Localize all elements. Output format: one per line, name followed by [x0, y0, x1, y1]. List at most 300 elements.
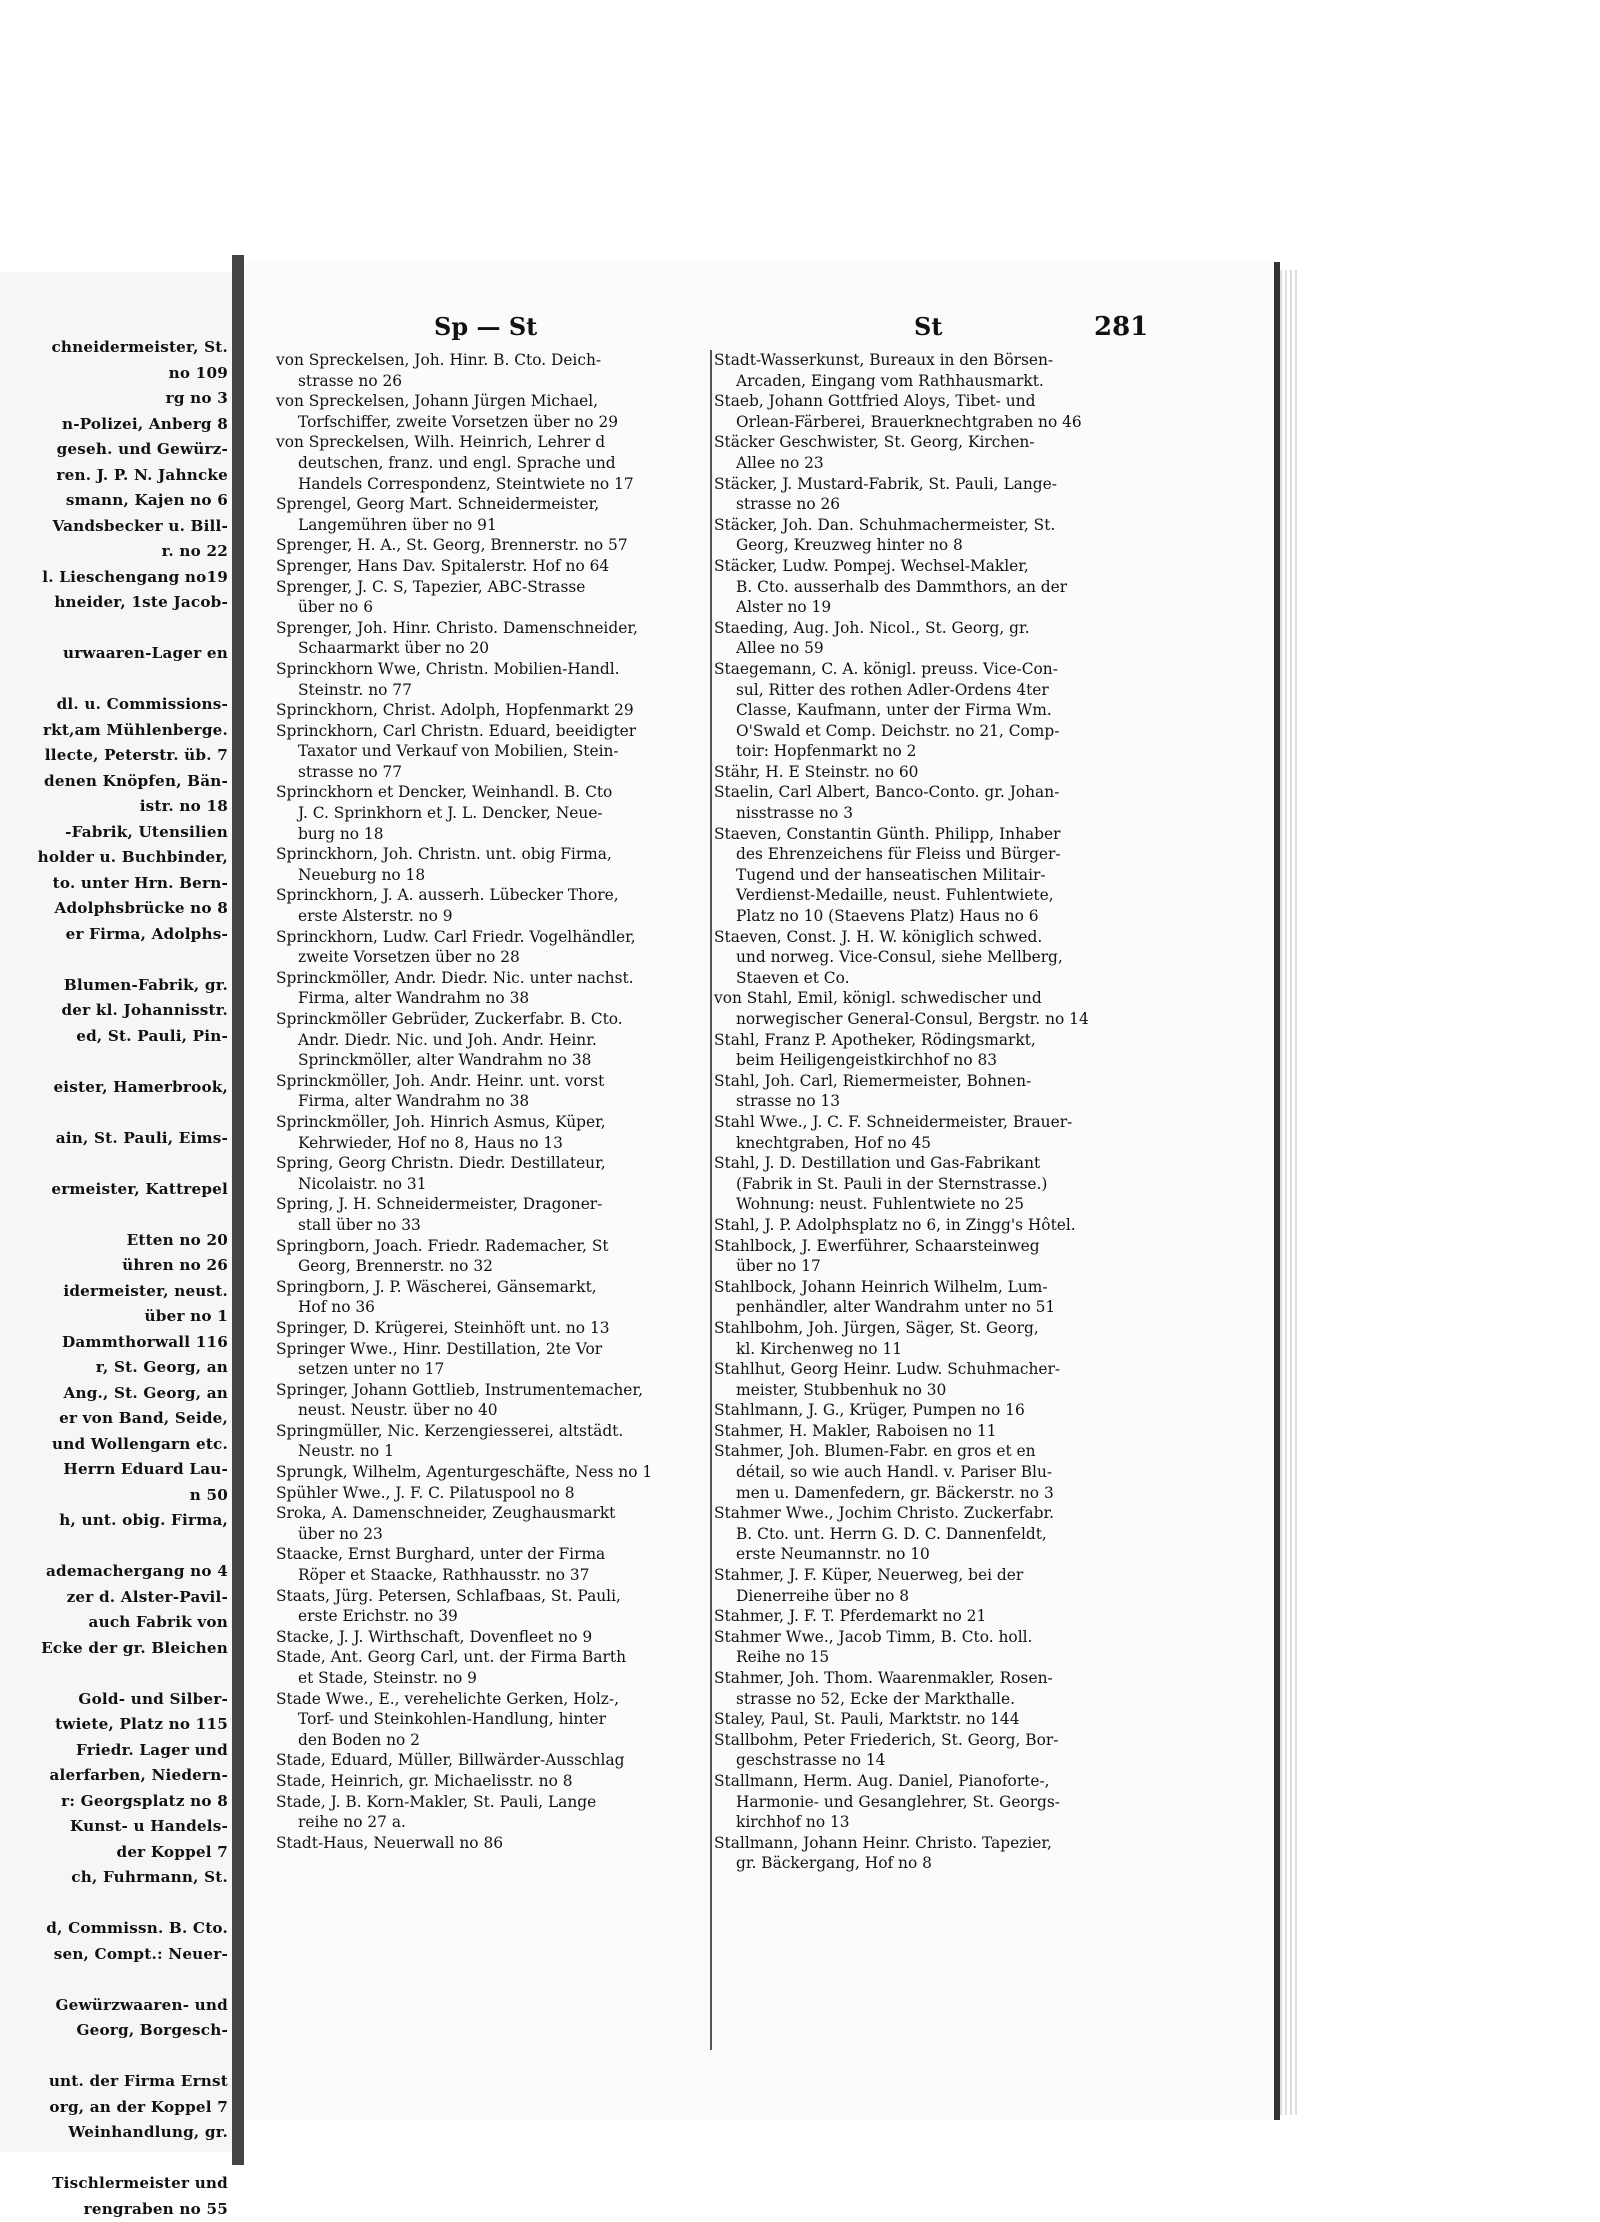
- entry-continuation-line: Verdienst-Medaille, neust. Fuhlentwiete,: [714, 885, 1144, 906]
- entry-first-line: Sprinckmöller, Joh. Andr. Heinr. unt. vorst: [276, 1071, 710, 1092]
- directory-entry: [276, 1647, 710, 1688]
- entry-first-line: Stahl, J. D. Destillation und Gas-Fabrikant: [714, 1153, 1144, 1174]
- entry-first-line: Sprengel, Georg Mart. Schneidermeister,: [276, 494, 710, 515]
- fragment-line: Gold- und Silber-: [0, 1687, 228, 1713]
- fragment-line: to. unter Hrn. Bern-: [0, 871, 228, 897]
- fragment-line: Vandsbecker u. Bill-: [0, 514, 228, 540]
- directory-entry: [714, 556, 1144, 618]
- entry-first-line: Springmüller, Nic. Kerzengiesserei, altstädt.: [276, 1421, 710, 1442]
- entry-first-line: von Spreckelsen, Wilh. Heinrich, Lehrer d: [276, 432, 710, 453]
- fragment-line: [0, 1967, 228, 1993]
- directory-entry: [276, 432, 710, 494]
- entry-continuation-line: sul, Ritter des rothen Adler-Ordens 4ter: [714, 680, 1144, 701]
- directory-entry: [276, 1792, 710, 1833]
- entry-first-line: Sprinckmöller Gebrüder, Zuckerfabr. B. Cto.: [276, 1009, 710, 1030]
- directory-entry: [276, 721, 710, 783]
- entry-continuation-line: Hof no 36: [276, 1297, 710, 1318]
- entry-continuation-line: Schaarmarkt über no 20: [276, 638, 710, 659]
- entry-continuation-line: Orlean-Färberei, Brauerknechtgraben no 46: [714, 412, 1144, 433]
- directory-entry: [276, 1503, 710, 1544]
- fragment-line: istr. no 18: [0, 794, 228, 820]
- fragment-line: Friedr. Lager und: [0, 1738, 228, 1764]
- fragment-line: [0, 1891, 228, 1917]
- fragment-line: ch, Fuhrmann, St.: [0, 1865, 228, 1891]
- page-number: 281: [1094, 312, 1148, 342]
- directory-entry: [714, 350, 1144, 391]
- directory-entry: [276, 968, 710, 1009]
- entry-first-line: Stade, Ant. Georg Carl, unt. der Firma Barth: [276, 1647, 710, 1668]
- entry-continuation-line: über no 23: [276, 1524, 710, 1545]
- directory-entry: [714, 1318, 1144, 1359]
- fragment-line: d, Commissn. B. Cto.: [0, 1916, 228, 1942]
- entry-continuation-line: kl. Kirchenweg no 11: [714, 1339, 1144, 1360]
- entry-first-line: Stallmann, Johann Heinr. Christo. Tapezier,: [714, 1833, 1144, 1854]
- entry-continuation-line: gr. Bäckergang, Hof no 8: [714, 1853, 1144, 1874]
- entry-first-line: Stacke, J. J. Wirthschaft, Dovenfleet no 9: [276, 1627, 710, 1648]
- fragment-line: dl. u. Commissions-: [0, 692, 228, 718]
- fragment-line: rg no 3: [0, 386, 228, 412]
- entry-first-line: Stade Wwe., E., verehelichte Gerken, Holz-,: [276, 1689, 710, 1710]
- entry-first-line: Stahl Wwe., J. C. F. Schneidermeister, Brauer-: [714, 1112, 1144, 1133]
- directory-entry: [276, 1009, 710, 1071]
- entry-continuation-line: Georg, Brennerstr. no 32: [276, 1256, 710, 1277]
- entry-continuation-line: J. C. Sprinkhorn et J. L. Dencker, Neue-: [276, 803, 710, 824]
- fragment-line: er Firma, Adolphs-: [0, 922, 228, 948]
- entry-first-line: Sprinckhorn, Joh. Christn. unt. obig Firma,: [276, 844, 710, 865]
- fragment-line: [0, 1534, 228, 1560]
- entry-continuation-line: et Stade, Steinstr. no 9: [276, 1668, 710, 1689]
- entry-continuation-line: kirchhof no 13: [714, 1812, 1144, 1833]
- directory-entry: [714, 1627, 1144, 1668]
- entry-first-line: Sroka, A. Damenschneider, Zeughausmarkt: [276, 1503, 710, 1524]
- directory-entry: [276, 391, 710, 432]
- directory-entry: [714, 515, 1144, 556]
- entry-first-line: Stahmer Wwe., Jacob Timm, B. Cto. holl.: [714, 1627, 1144, 1648]
- directory-entry: [276, 1483, 710, 1504]
- entry-continuation-line: B. Cto. unt. Herrn G. D. C. Dannenfeldt,: [714, 1524, 1144, 1545]
- entry-first-line: Staelin, Carl Albert, Banco-Conto. gr. Johan-: [714, 782, 1144, 803]
- entry-continuation-line: Neueburg no 18: [276, 865, 710, 886]
- entry-continuation-line: reihe no 27 a.: [276, 1812, 710, 1833]
- directory-entry: [276, 1236, 710, 1277]
- fragment-line: sen, Compt.: Neuer-: [0, 1942, 228, 1968]
- fragment-line: n 50: [0, 1483, 228, 1509]
- fragment-line: [0, 1151, 228, 1177]
- entry-continuation-line: Firma, alter Wandrahm no 38: [276, 988, 710, 1009]
- entry-first-line: Sprinckhorn et Dencker, Weinhandl. B. Cto: [276, 782, 710, 803]
- entry-first-line: Spring, Georg Christn. Diedr. Destillateur,: [276, 1153, 710, 1174]
- entry-continuation-line: Nicolaistr. no 31: [276, 1174, 710, 1195]
- entry-first-line: Stahmer, J. F. Küper, Neuerweg, bei der: [714, 1565, 1144, 1586]
- directory-entry: [276, 1380, 710, 1421]
- fragment-line: Dammthorwall 116: [0, 1330, 228, 1356]
- directory-entry: [276, 782, 710, 844]
- entry-first-line: Stahl, Franz P. Apotheker, Rödingsmarkt,: [714, 1030, 1144, 1051]
- entry-first-line: Sprinckhorn, Ludw. Carl Friedr. Vogelhändler,: [276, 927, 710, 948]
- directory-entry: [714, 659, 1144, 762]
- directory-entry: [714, 1771, 1144, 1833]
- directory-entry: [714, 1400, 1144, 1421]
- directory-entry: [276, 1627, 710, 1648]
- directory-entry: [714, 1236, 1144, 1277]
- fragment-line: denen Knöpfen, Bän-: [0, 769, 228, 795]
- directory-entry: [714, 988, 1144, 1029]
- directory-entry: [714, 1112, 1144, 1153]
- directory-entry: [714, 1441, 1144, 1503]
- fragment-line: Kunst- u Handels-: [0, 1814, 228, 1840]
- page-header: [244, 312, 1274, 352]
- directory-entry: [276, 1339, 710, 1380]
- directory-entry: [276, 700, 710, 721]
- running-head-left: Sp — St: [434, 312, 537, 341]
- fragment-line: r. no 22: [0, 539, 228, 565]
- fragment-line: chneidermeister, St.: [0, 335, 228, 361]
- entry-continuation-line: Arcaden, Eingang vom Rathhausmarkt.: [714, 371, 1144, 392]
- entry-continuation-line: Röper et Staacke, Rathhausstr. no 37: [276, 1565, 710, 1586]
- entry-continuation-line: Alster no 19: [714, 597, 1144, 618]
- entry-first-line: von Spreckelsen, Johann Jürgen Michael,: [276, 391, 710, 412]
- directory-entry: [276, 1194, 710, 1235]
- fragment-line: auch Fabrik von: [0, 1610, 228, 1636]
- directory-column-left: [276, 350, 710, 2070]
- fragment-line: [0, 1202, 228, 1228]
- entry-continuation-line: Dienerreihe über no 8: [714, 1586, 1144, 1607]
- entry-continuation-line: Georg, Kreuzweg hinter no 8: [714, 535, 1144, 556]
- fragment-line: idermeister, neust.: [0, 1279, 228, 1305]
- entry-first-line: Stahlhut, Georg Heinr. Ludw. Schuhmacher-: [714, 1359, 1144, 1380]
- entry-continuation-line: meister, Stubbenhuk no 30: [714, 1380, 1144, 1401]
- fragment-line: org, an der Koppel 7: [0, 2095, 228, 2121]
- fragment-line: ademachergang no 4: [0, 1559, 228, 1585]
- directory-entry: [714, 1153, 1144, 1215]
- entry-first-line: Sprenger, Hans Dav. Spitalerstr. Hof no 64: [276, 556, 710, 577]
- entry-first-line: Stahmer, H. Makler, Raboisen no 11: [714, 1421, 1144, 1442]
- directory-entry: [714, 1668, 1144, 1709]
- entry-continuation-line: den Boden no 2: [276, 1730, 710, 1751]
- fragment-line: zer d. Alster-Pavil-: [0, 1585, 228, 1611]
- entry-first-line: Staeven, Constantin Günth. Philipp, Inhaber: [714, 824, 1144, 845]
- entry-first-line: Stadt-Wasserkunst, Bureaux in den Börsen-: [714, 350, 1144, 371]
- entry-first-line: Stahlbock, Johann Heinrich Wilhelm, Lum-: [714, 1277, 1144, 1298]
- fragment-line: ermeister, Kattrepel: [0, 1177, 228, 1203]
- directory-entry: [714, 1030, 1144, 1071]
- entry-first-line: Staley, Paul, St. Pauli, Marktstr. no 144: [714, 1709, 1144, 1730]
- fragment-line: no 109: [0, 361, 228, 387]
- entry-first-line: Staeding, Aug. Joh. Nicol., St. Georg, gr.: [714, 618, 1144, 639]
- entry-first-line: Sprenger, J. C. S, Tapezier, ABC-Strasse: [276, 577, 710, 598]
- fragment-line: und Wollengarn etc.: [0, 1432, 228, 1458]
- directory-entry: [714, 1606, 1144, 1627]
- entry-first-line: Sprungk, Wilhelm, Agenturgeschäfte, Ness no 1: [276, 1462, 710, 1483]
- entry-first-line: Stähr, H. E Steinstr. no 60: [714, 762, 1144, 783]
- directory-entry: [276, 1771, 710, 1792]
- fragment-line: er von Band, Seide,: [0, 1406, 228, 1432]
- entry-continuation-line: nisstrasse no 3: [714, 803, 1144, 824]
- entry-continuation-line: neust. Neustr. über no 40: [276, 1400, 710, 1421]
- fragment-line: Blumen-Fabrik, gr.: [0, 973, 228, 999]
- entry-first-line: Sprinckhorn, Carl Christn. Eduard, beeidigter: [276, 721, 710, 742]
- entry-continuation-line: Steinstr. no 77: [276, 680, 710, 701]
- entry-first-line: Springborn, Joach. Friedr. Rademacher, St: [276, 1236, 710, 1257]
- fragment-line: ain, St. Pauli, Eims-: [0, 1126, 228, 1152]
- entry-first-line: Stäcker, Ludw. Pompej. Wechsel-Makler,: [714, 556, 1144, 577]
- entry-continuation-line: Andr. Diedr. Nic. und Joh. Andr. Heinr.: [276, 1030, 710, 1051]
- entry-continuation-line: beim Heiligengeistkirchhof no 83: [714, 1050, 1144, 1071]
- entry-continuation-line: Kehrwieder, Hof no 8, Haus no 13: [276, 1133, 710, 1154]
- fragment-line: Weinhandlung, gr.: [0, 2120, 228, 2146]
- entry-first-line: Staeb, Johann Gottfried Aloys, Tibet- und: [714, 391, 1144, 412]
- fragment-line: urwaaren-Lager en: [0, 641, 228, 667]
- entry-first-line: Sprinckmöller, Andr. Diedr. Nic. unter nachst.: [276, 968, 710, 989]
- directory-entry: [276, 577, 710, 618]
- entry-first-line: Sprinckhorn, J. A. ausserh. Lübecker Thore,: [276, 885, 710, 906]
- fragment-line: Tischlermeister und: [0, 2171, 228, 2197]
- directory-entry: [714, 762, 1144, 783]
- directory-entry: [714, 1503, 1144, 1565]
- directory-entry: [714, 782, 1144, 823]
- fragment-line: ühren no 26: [0, 1253, 228, 1279]
- directory-entry: [276, 1586, 710, 1627]
- entry-first-line: Staeven, Const. J. H. W. königlich schwed.: [714, 927, 1144, 948]
- entry-first-line: Sprenger, H. A., St. Georg, Brennerstr. no 57: [276, 535, 710, 556]
- fragment-line: [0, 667, 228, 693]
- entry-continuation-line: und norweg. Vice-Consul, siehe Mellberg,: [714, 947, 1144, 968]
- directory-entry: [276, 1071, 710, 1112]
- entry-continuation-line: (Fabrik in St. Pauli in der Sternstrasse.): [714, 1174, 1144, 1195]
- fragment-line: rkt,am Mühlenberge.: [0, 718, 228, 744]
- directory-entry: [714, 1071, 1144, 1112]
- entry-first-line: Spühler Wwe., J. F. C. Pilatuspool no 8: [276, 1483, 710, 1504]
- fragment-line: Herrn Eduard Lau-: [0, 1457, 228, 1483]
- entry-first-line: Stäcker, Joh. Dan. Schuhmachermeister, St.: [714, 515, 1144, 536]
- directory-entry: [276, 1689, 710, 1751]
- directory-entry: [714, 1421, 1144, 1442]
- directory-column-right: [714, 350, 1144, 2070]
- entry-continuation-line: penhändler, alter Wandrahm unter no 51: [714, 1297, 1144, 1318]
- fragment-line: rengraben no 55: [0, 2197, 228, 2222]
- fragment-line: [0, 2146, 228, 2172]
- directory-entry: [276, 659, 710, 700]
- fragment-line: twiete, Platz no 115: [0, 1712, 228, 1738]
- entry-continuation-line: knechtgraben, Hof no 45: [714, 1133, 1144, 1154]
- entry-continuation-line: geschstrasse no 14: [714, 1750, 1144, 1771]
- entry-first-line: Stahl, J. P. Adolphsplatz no 6, in Zingg's Hôtel.: [714, 1215, 1144, 1236]
- entry-continuation-line: über no 6: [276, 597, 710, 618]
- entry-first-line: Sprinckhorn, Christ. Adolph, Hopfenmarkt 29: [276, 700, 710, 721]
- directory-entry: [276, 927, 710, 968]
- fragment-line: [0, 616, 228, 642]
- entry-continuation-line: des Ehrenzeichens für Fleiss und Bürger-: [714, 844, 1144, 865]
- entry-first-line: von Stahl, Emil, königl. schwedischer und: [714, 988, 1144, 1009]
- directory-entry: [714, 927, 1144, 989]
- directory-entry: [276, 885, 710, 926]
- fragment-line: [0, 1100, 228, 1126]
- fragment-line: llecte, Peterstr. üb. 7: [0, 743, 228, 769]
- entry-first-line: Springer, Johann Gottlieb, Instrumentemacher,: [276, 1380, 710, 1401]
- fragment-line: Gewürzwaaren- und: [0, 1993, 228, 2019]
- entry-continuation-line: Staeven et Co.: [714, 968, 1144, 989]
- page-edges: [1280, 270, 1300, 2115]
- entry-first-line: Springer Wwe., Hinr. Destillation, 2te Vor: [276, 1339, 710, 1360]
- directory-entry: [276, 1833, 710, 1854]
- directory-entry: [714, 1215, 1144, 1236]
- directory-entry: [714, 1730, 1144, 1771]
- directory-entry: [714, 391, 1144, 432]
- fragment-line: der Koppel 7: [0, 1840, 228, 1866]
- entry-first-line: Staegemann, C. A. königl. preuss. Vice-Con-: [714, 659, 1144, 680]
- entry-continuation-line: men u. Damenfedern, gr. Bäckerstr. no 3: [714, 1483, 1144, 1504]
- entry-first-line: Sprinckhorn Wwe, Christn. Mobilien-Handl.: [276, 659, 710, 680]
- entry-first-line: Spring, J. H. Schneidermeister, Dragoner-: [276, 1194, 710, 1215]
- fragment-line: Ang., St. Georg, an: [0, 1381, 228, 1407]
- entry-continuation-line: norwegischer General-Consul, Bergstr. no 14: [714, 1009, 1144, 1030]
- entry-continuation-line: Allee no 23: [714, 453, 1144, 474]
- directory-entry: [276, 1544, 710, 1585]
- directory-entry: [276, 1462, 710, 1483]
- column-divider: [710, 350, 712, 2050]
- directory-entry: [714, 1359, 1144, 1400]
- running-head-middle: St: [914, 312, 942, 341]
- directory-entry: [714, 474, 1144, 515]
- entry-continuation-line: Sprinckmöller, alter Wandrahm no 38: [276, 1050, 710, 1071]
- entry-continuation-line: Torf- und Steinkohlen-Handlung, hinter: [276, 1709, 710, 1730]
- entry-continuation-line: Classe, Kaufmann, unter der Firma Wm.: [714, 700, 1144, 721]
- entry-continuation-line: über no 17: [714, 1256, 1144, 1277]
- fragment-line: [0, 1661, 228, 1687]
- entry-first-line: Stade, J. B. Korn-Makler, St. Pauli, Lange: [276, 1792, 710, 1813]
- entry-continuation-line: Neustr. no 1: [276, 1441, 710, 1462]
- entry-first-line: Stallmann, Herm. Aug. Daniel, Pianoforte-,: [714, 1771, 1144, 1792]
- fragment-line: Ecke der gr. Bleichen: [0, 1636, 228, 1662]
- fragment-line: geseh. und Gewürz-: [0, 437, 228, 463]
- fragment-line: Georg, Borgesch-: [0, 2018, 228, 2044]
- entry-continuation-line: Reihe no 15: [714, 1647, 1144, 1668]
- fragment-line: [0, 2044, 228, 2070]
- entry-first-line: Stäcker, J. Mustard-Fabrik, St. Pauli, Lange-: [714, 474, 1144, 495]
- entry-continuation-line: toir: Hopfenmarkt no 2: [714, 741, 1144, 762]
- entry-first-line: Stahlbohm, Joh. Jürgen, Säger, St. Georg,: [714, 1318, 1144, 1339]
- entry-first-line: Stahlbock, J. Ewerführer, Schaarsteinweg: [714, 1236, 1144, 1257]
- directory-entry: [276, 1277, 710, 1318]
- entry-first-line: Stahlmann, J. G., Krüger, Pumpen no 16: [714, 1400, 1144, 1421]
- entry-continuation-line: strasse no 52, Ecke der Markthalle.: [714, 1689, 1144, 1710]
- directory-entry: [714, 1709, 1144, 1730]
- entry-continuation-line: Firma, alter Wandrahm no 38: [276, 1091, 710, 1112]
- fragment-line: Etten no 20: [0, 1228, 228, 1254]
- fragment-line: ren. J. P. N. Jahncke: [0, 463, 228, 489]
- fragment-line: unt. der Firma Ernst: [0, 2069, 228, 2095]
- fragment-line: über no 1: [0, 1304, 228, 1330]
- entry-continuation-line: Langemühren über no 91: [276, 515, 710, 536]
- fragment-line: der kl. Johannisstr.: [0, 998, 228, 1024]
- directory-entry: [276, 1112, 710, 1153]
- entry-continuation-line: Torfschiffer, zweite Vorsetzen über no 29: [276, 412, 710, 433]
- fragment-line: ed, St. Pauli, Pin-: [0, 1024, 228, 1050]
- directory-entry: [276, 1153, 710, 1194]
- entry-continuation-line: stall über no 33: [276, 1215, 710, 1236]
- entry-first-line: Stahmer, Joh. Blumen-Fabr. en gros et en: [714, 1441, 1144, 1462]
- entry-continuation-line: strasse no 26: [714, 494, 1144, 515]
- entry-continuation-line: setzen unter no 17: [276, 1359, 710, 1380]
- entry-first-line: Stade, Heinrich, gr. Michaelisstr. no 8: [276, 1771, 710, 1792]
- directory-entry: [276, 350, 710, 391]
- entry-first-line: Sprinckmöller, Joh. Hinrich Asmus, Küper,: [276, 1112, 710, 1133]
- entry-continuation-line: Allee no 59: [714, 638, 1144, 659]
- entry-continuation-line: Wohnung: neust. Fuhlentwiete no 25: [714, 1194, 1144, 1215]
- entry-continuation-line: burg no 18: [276, 824, 710, 845]
- entry-continuation-line: Harmonie- und Gesanglehrer, St. Georgs-: [714, 1792, 1144, 1813]
- entry-continuation-line: O'Swald et Comp. Deichstr. no 21, Comp-: [714, 721, 1144, 742]
- directory-entry: [276, 535, 710, 556]
- entry-first-line: Stallbohm, Peter Friederich, St. Georg, Bor-: [714, 1730, 1144, 1751]
- directory-entry: [714, 432, 1144, 473]
- entry-continuation-line: Tugend und der hanseatischen Militair-: [714, 865, 1144, 886]
- fragment-line: r: Georgsplatz no 8: [0, 1789, 228, 1815]
- directory-entry: [714, 618, 1144, 659]
- directory-entry: [276, 844, 710, 885]
- entry-continuation-line: erste Neumannstr. no 10: [714, 1544, 1144, 1565]
- fragment-line: eister, Hamerbrook,: [0, 1075, 228, 1101]
- entry-continuation-line: erste Alsterstr. no 9: [276, 906, 710, 927]
- directory-entry: [276, 494, 710, 535]
- fragment-line: h, unt. obig. Firma,: [0, 1508, 228, 1534]
- directory-entry: [276, 1421, 710, 1462]
- directory-entry: [276, 1318, 710, 1339]
- fragment-line: hneider, 1ste Jacob-: [0, 590, 228, 616]
- fragment-line: holder u. Buchbinder,: [0, 845, 228, 871]
- entry-first-line: Stahmer Wwe., Jochim Christo. Zuckerfabr.: [714, 1503, 1144, 1524]
- fragment-line: smann, Kajen no 6: [0, 488, 228, 514]
- entry-first-line: Stahmer, J. F. T. Pferdemarkt no 21: [714, 1606, 1144, 1627]
- entry-continuation-line: strasse no 13: [714, 1091, 1144, 1112]
- fragment-line: n-Polizei, Anberg 8: [0, 412, 228, 438]
- fragment-line: Adolphsbrücke no 8: [0, 896, 228, 922]
- fragment-line: r, St. Georg, an: [0, 1355, 228, 1381]
- fragment-line: -Fabrik, Utensilien: [0, 820, 228, 846]
- entry-first-line: Stahmer, Joh. Thom. Waarenmakler, Rosen-: [714, 1668, 1144, 1689]
- fragment-line: [0, 1049, 228, 1075]
- directory-entry: [714, 1833, 1144, 1874]
- entry-first-line: Stäcker Geschwister, St. Georg, Kirchen-: [714, 432, 1144, 453]
- entry-first-line: Stade, Eduard, Müller, Billwärder-Ausschlag: [276, 1750, 710, 1771]
- entry-continuation-line: strasse no 77: [276, 762, 710, 783]
- entry-continuation-line: B. Cto. ausserhalb des Dammthors, an der: [714, 577, 1144, 598]
- directory-entry: [276, 618, 710, 659]
- entry-first-line: Springer, D. Krügerei, Steinhöft unt. no 13: [276, 1318, 710, 1339]
- entry-first-line: von Spreckelsen, Joh. Hinr. B. Cto. Deich-: [276, 350, 710, 371]
- directory-entry: [714, 1565, 1144, 1606]
- fragment-line: l. Lieschengang no19: [0, 565, 228, 591]
- fragment-line: [0, 947, 228, 973]
- entry-first-line: Sprenger, Joh. Hinr. Christo. Damenschneider,: [276, 618, 710, 639]
- entry-continuation-line: zweite Vorsetzen über no 28: [276, 947, 710, 968]
- entry-continuation-line: deutschen, franz. und engl. Sprache und: [276, 453, 710, 474]
- book-gutter: [232, 255, 244, 2165]
- left-page-fragment-column: [0, 335, 228, 2075]
- entry-first-line: Staacke, Ernst Burghard, unter der Firma: [276, 1544, 710, 1565]
- entry-first-line: Staats, Jürg. Petersen, Schlafbaas, St. Pauli,: [276, 1586, 710, 1607]
- fragment-line: alerfarben, Niedern-: [0, 1763, 228, 1789]
- entry-first-line: Stadt-Haus, Neuerwall no 86: [276, 1833, 710, 1854]
- entry-continuation-line: Platz no 10 (Staevens Platz) Haus no 6: [714, 906, 1144, 927]
- entry-first-line: Springborn, J. P. Wäscherei, Gänsemarkt,: [276, 1277, 710, 1298]
- entry-continuation-line: Taxator und Verkauf von Mobilien, Stein-: [276, 741, 710, 762]
- entry-first-line: Stahl, Joh. Carl, Riemermeister, Bohnen-: [714, 1071, 1144, 1092]
- directory-entry: [714, 824, 1144, 927]
- entry-continuation-line: détail, so wie auch Handl. v. Pariser Blu-: [714, 1462, 1144, 1483]
- directory-entry: [276, 556, 710, 577]
- entry-continuation-line: erste Erichstr. no 39: [276, 1606, 710, 1627]
